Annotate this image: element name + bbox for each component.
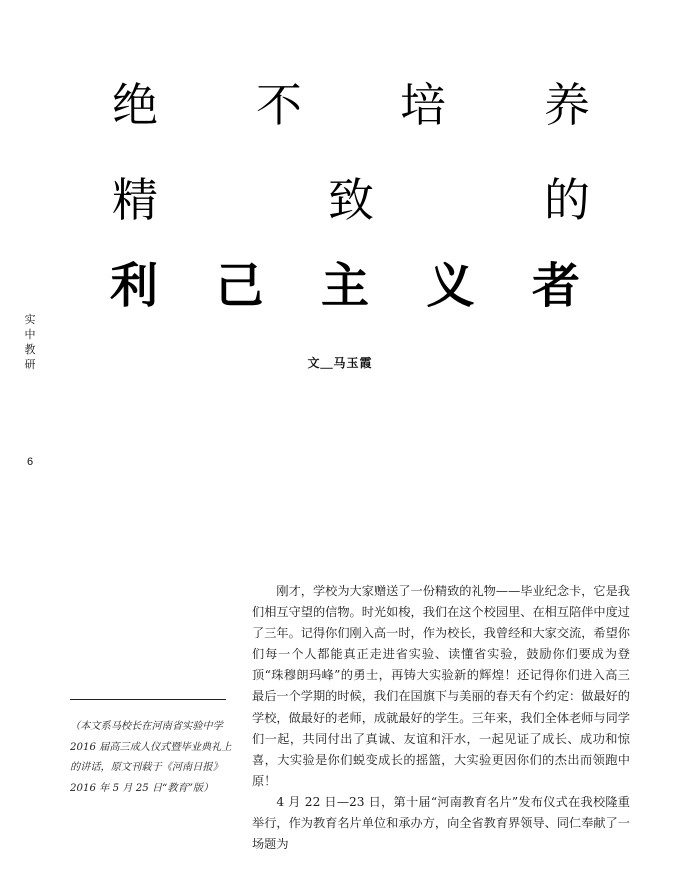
page-number: 6 (27, 456, 34, 468)
author-byline: 文＿马玉霞 (307, 356, 373, 370)
body-paragraph: 刚才，学校为大家赠送了一份精致的礼物——毕业纪念卡，它是我们相互守望的信物。时光如梭，我们在这个校园里、在相互陪伴中度过了三年。记得你们刚入高一时，作为校长，我曾经和大家交流，希望你们每一个人都能真正走进省实验、读懂省实验，鼓励你们要成为登顶“珠穆朗玛峰”的勇士，再铸大实验新的辉煌！还记得你们进入高三最后一个学期的时候，我们在国旗下与美丽的春天有个约定：做最好的学校，做最好的老师，成就最好的学生。三年来，我们全体老师与同学们一起，共同付出了真诚、友谊和汗水，一起见证了成长、成功和惊喜，大实验是你们蜕变成长的摇篮，大实验更因你们的杰出而领跑中原！ (252, 584, 630, 788)
section-label-char: 研 (24, 358, 36, 371)
title-char: 己 (215, 258, 264, 314)
source-note-line: 2016 年 5 月 25 日“教育”版） (70, 782, 214, 794)
title-char: 不 (256, 78, 302, 132)
title-char: 精 (112, 173, 158, 227)
section-label-char: 中 (24, 328, 36, 341)
title-char: 者 (531, 258, 580, 314)
article-body (252, 581, 630, 855)
source-note-line: （本文系马校长在河南省实验中学 (70, 721, 223, 732)
title-char: 主 (320, 258, 369, 314)
title-line-1 (112, 78, 590, 132)
source-note (70, 717, 232, 799)
title-line-3 (110, 258, 580, 314)
title-char: 绝 (112, 78, 158, 132)
title-char: 养 (544, 78, 590, 132)
title-line-2 (112, 173, 590, 227)
source-note-line: 的讲话，原文刊载于《河南日报》 (70, 762, 223, 773)
title-char: 的 (544, 173, 590, 227)
title-char: 致 (328, 173, 374, 227)
section-label-char: 教 (24, 343, 36, 356)
body-paragraph: 4 月 22 日—23 日，第十届“河南教育名片”发布仪式在我校隆重举行，作为教育名片单位和承办方，向全省教育界领导、同仁奉献了一场题为 (252, 794, 630, 852)
note-divider (70, 699, 226, 700)
title-char: 培 (400, 78, 446, 132)
title-char: 利 (110, 258, 159, 314)
title-char: 义 (426, 258, 475, 314)
source-note-line: 2016 届高三成人仪式暨毕业典礼上 (70, 741, 232, 753)
section-label-char: 实 (24, 313, 36, 326)
section-label (23, 312, 37, 372)
